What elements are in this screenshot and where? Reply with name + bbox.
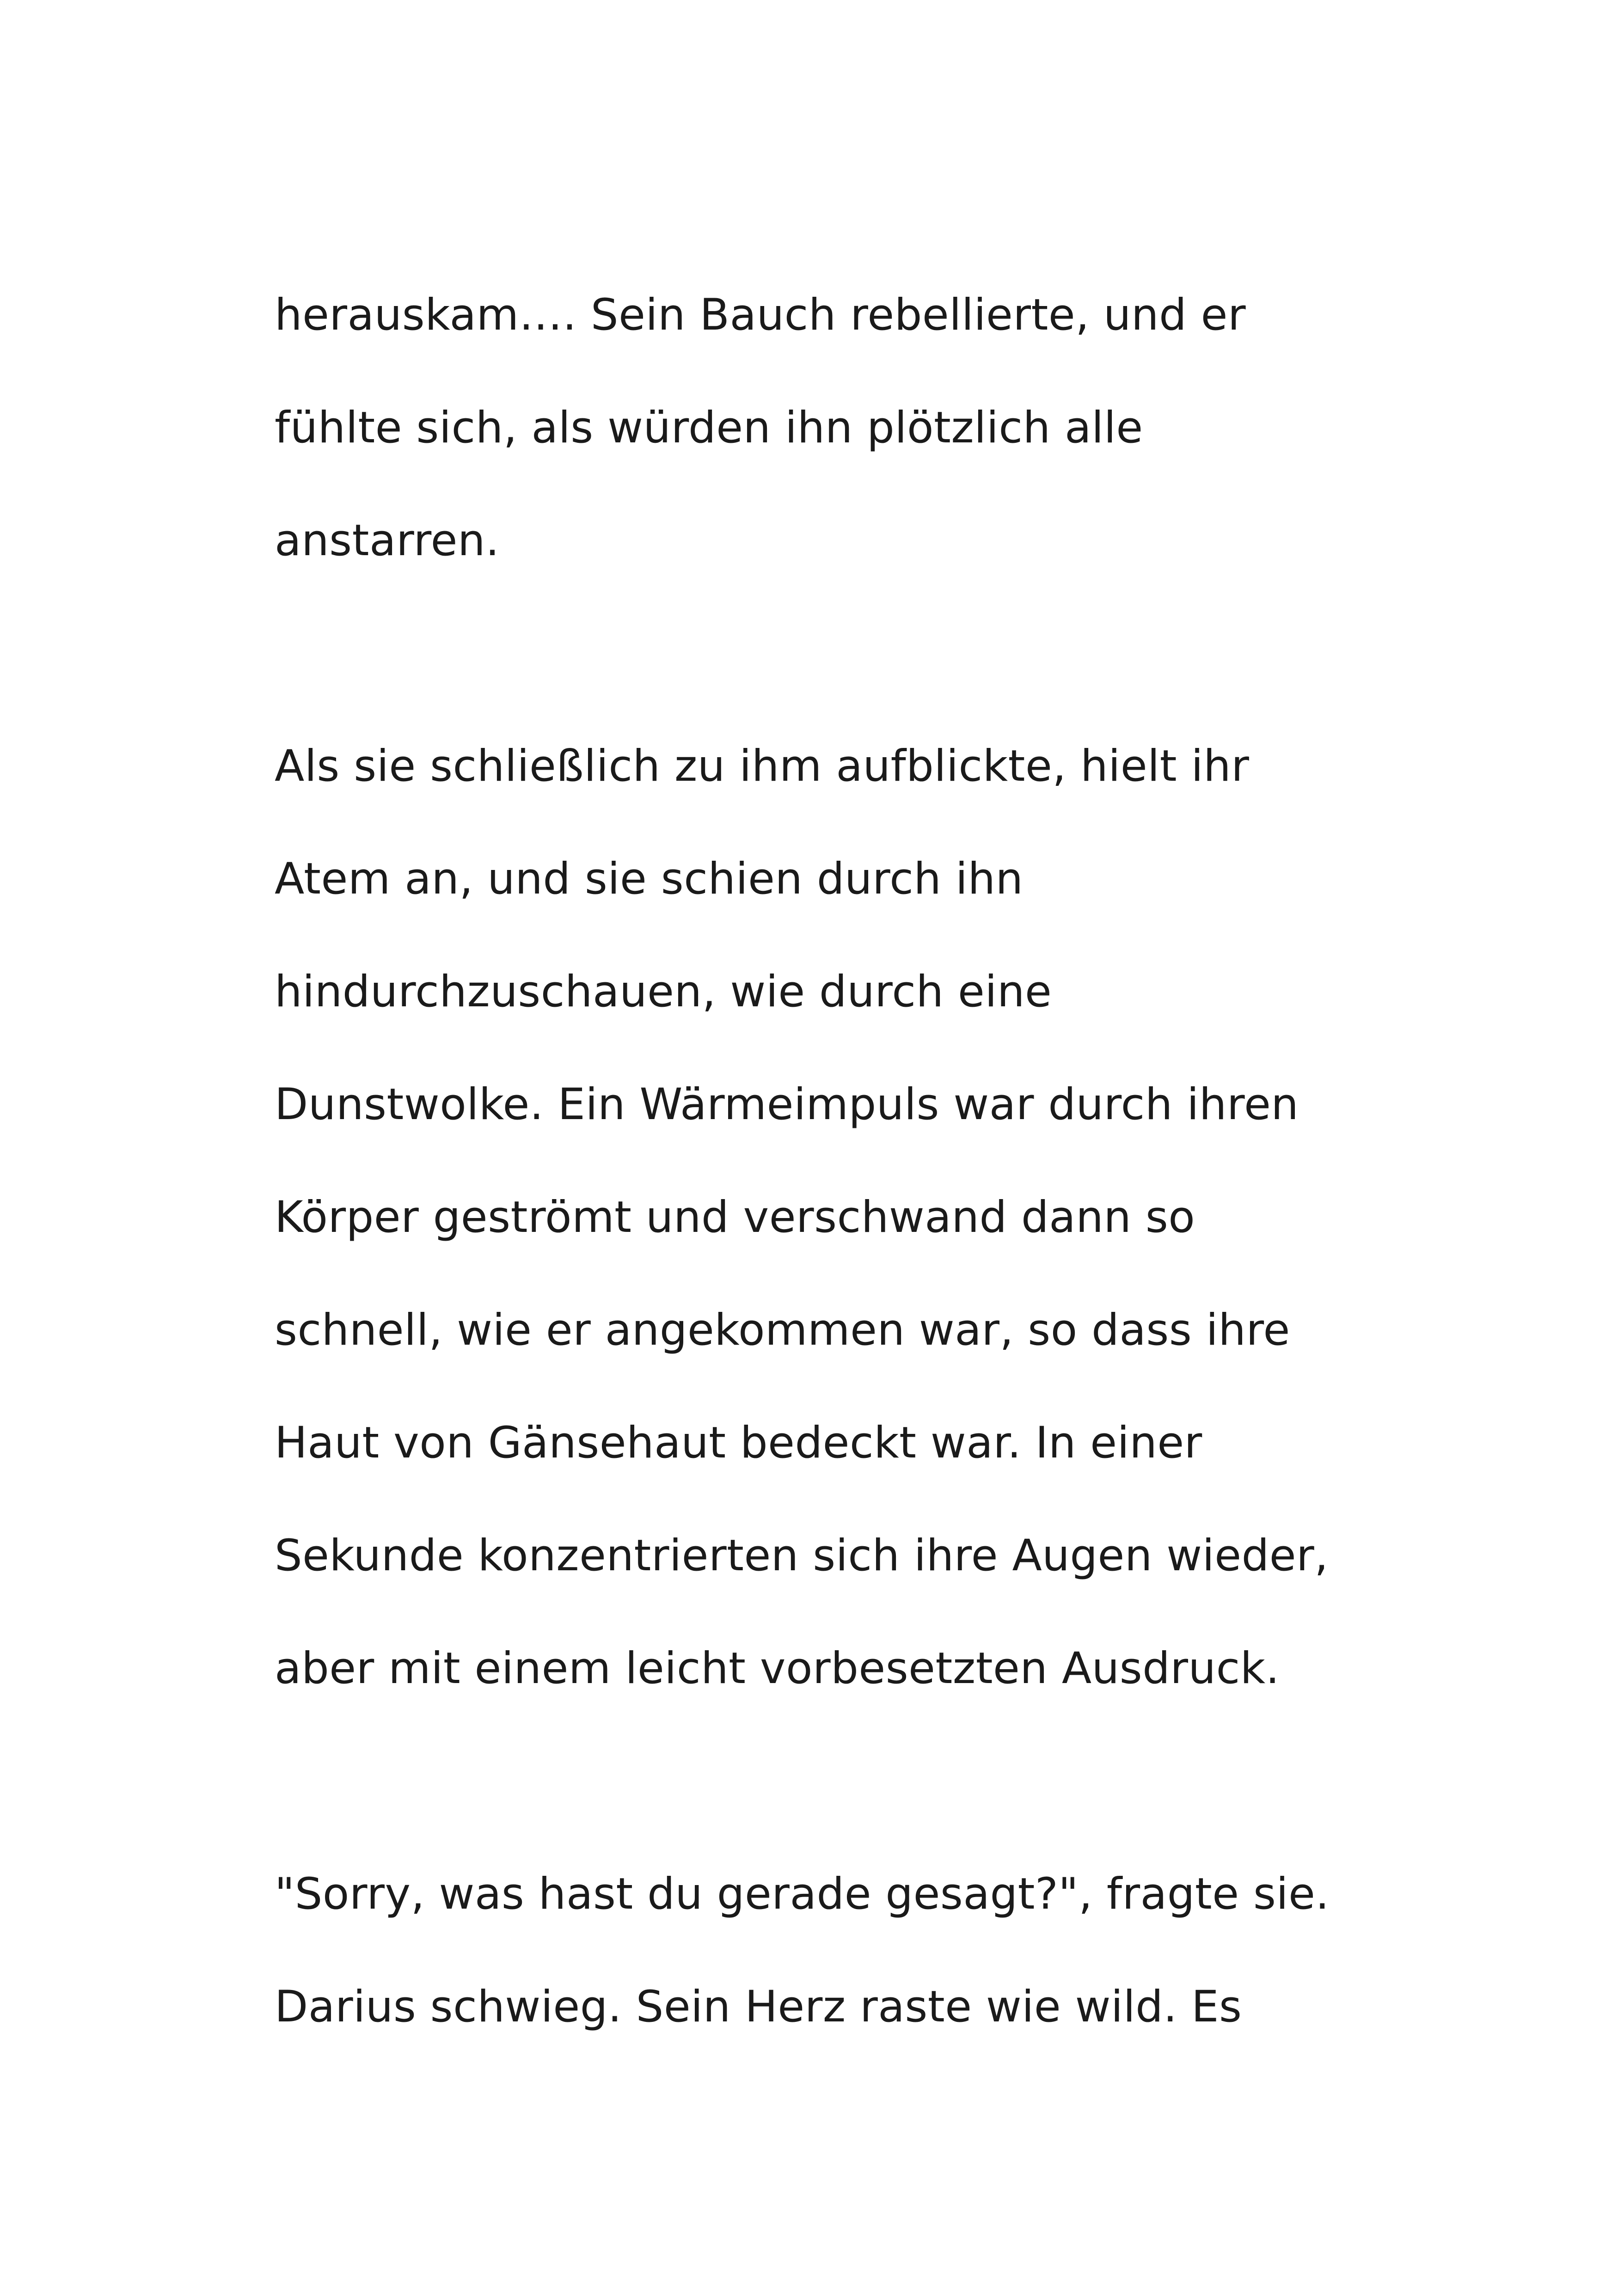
- text-line: anstarren.: [275, 515, 500, 566]
- paragraph-spacer: [275, 597, 1430, 710]
- text-line: Darius schwieg. Sein Herz raste wie wild. Es: [275, 1982, 1242, 2032]
- text-line: Körper geströmt und verschwand dann so: [275, 1192, 1195, 1243]
- paragraph-1: [275, 259, 1430, 597]
- body-text: [275, 259, 1430, 2063]
- text-line: herauskam…. Sein Bauch rebellierte, und er: [275, 290, 1246, 340]
- text-line: aber mit einem leicht vorbesetzten Ausdruck.: [275, 1643, 1280, 1694]
- text-line: Atem an, und sie schien durch ihn: [275, 854, 1024, 904]
- text-line: fühlte sich, als würden ihn plötzlich alle: [275, 403, 1143, 453]
- paragraph-2: [275, 710, 1430, 1725]
- text-line: Als sie schließlich zu ihm aufblickte, hielt ihr: [275, 741, 1250, 791]
- paragraph-3: [275, 1838, 1430, 2063]
- text-line: hindurchzuschauen, wie durch eine: [275, 967, 1052, 1017]
- paragraph-spacer: [275, 1725, 1430, 1838]
- text-line: Dunstwolke. Ein Wärmeimpuls war durch ihren: [275, 1079, 1299, 1130]
- text-line: "Sorry, was hast du gerade gesagt?", fragte sie.: [275, 1869, 1330, 1919]
- text-line: Haut von Gänsehaut bedeckt war. In einer: [275, 1418, 1202, 1468]
- text-line: schnell, wie er angekommen war, so dass ihre: [275, 1305, 1290, 1355]
- text-line: Sekunde konzentrierten sich ihre Augen wieder,: [275, 1531, 1329, 1581]
